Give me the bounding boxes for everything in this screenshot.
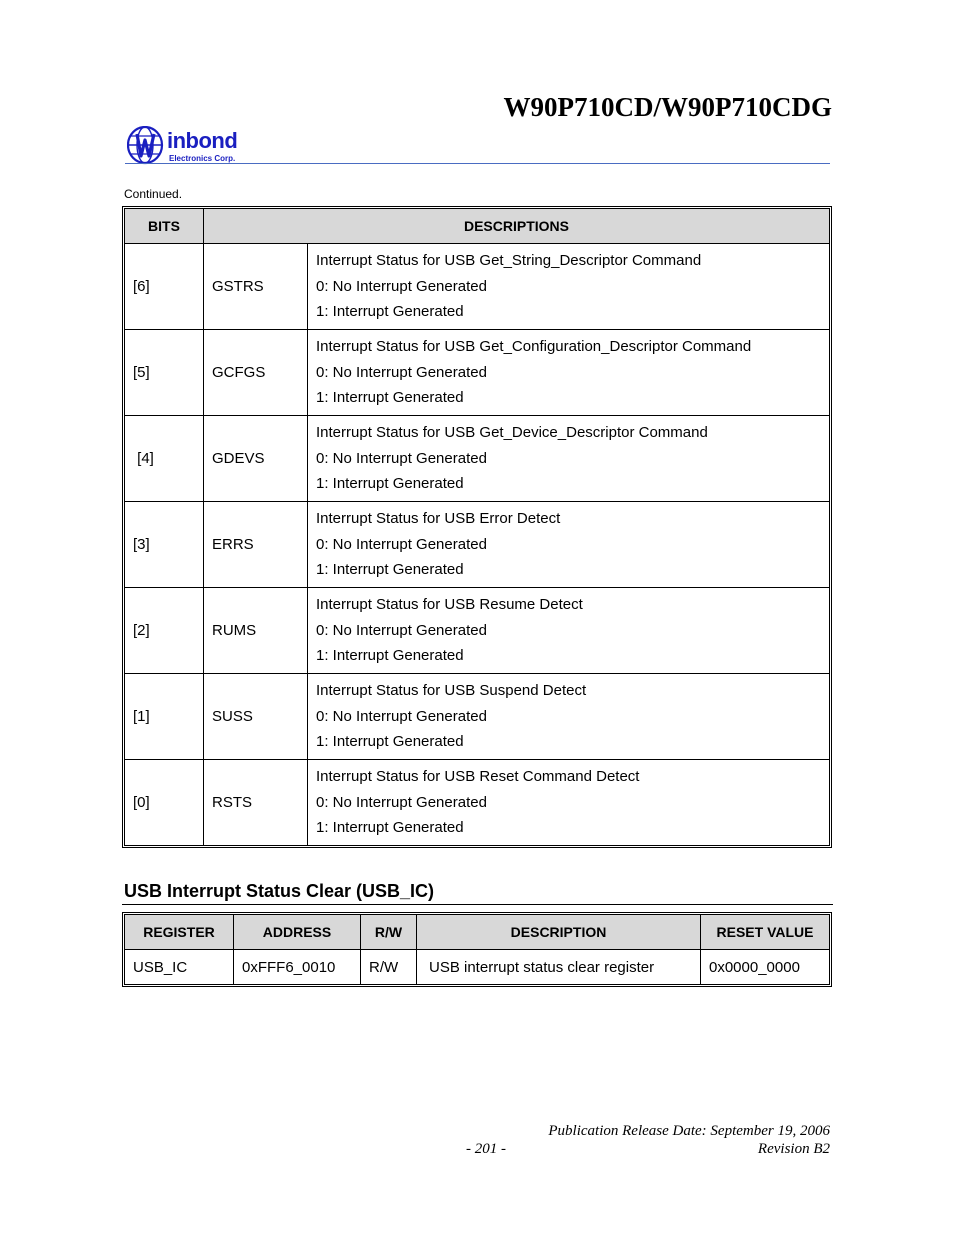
table-header-row: [125, 915, 829, 950]
section-rule: [122, 904, 833, 905]
description-cell: USB interrupt status clear register: [417, 950, 701, 984]
field-name-cell: GCFGS: [204, 330, 308, 416]
register-table: [122, 912, 832, 987]
field-name-cell: GSTRS: [204, 244, 308, 330]
table-header-row: [125, 209, 829, 244]
description-cell: [308, 760, 829, 845]
address-cell: 0xFFF6_0010: [234, 950, 361, 984]
description-cell: [308, 416, 829, 502]
bits-cell: [3]: [125, 502, 204, 588]
description-cell: [308, 502, 829, 588]
rw-cell: R/W: [361, 950, 417, 984]
reset-value-cell: 0x0000_0000: [709, 958, 800, 976]
table-row: [125, 674, 829, 760]
header-description: DESCRIPTION: [417, 915, 701, 950]
table-row: [125, 330, 829, 416]
bits-cell: [1]: [125, 674, 204, 760]
register-cell: USB_IC: [125, 950, 234, 984]
winbond-globe-logo-icon: [127, 126, 165, 166]
description-cell: [308, 674, 829, 760]
logo-subtitle: Electronics Corp.: [169, 154, 236, 163]
section-heading: USB Interrupt Status Clear (USB_IC): [124, 881, 435, 901]
field-name-cell: RUMS: [204, 588, 308, 674]
document-title: W90P710CD/W90P710CDG: [503, 92, 832, 122]
bits-cell: [5]: [125, 330, 204, 416]
table-row: [125, 950, 829, 984]
header-reset-value: RESET VALUE: [701, 915, 829, 950]
header-bits: BITS: [125, 209, 204, 244]
continued-note: Continued.: [124, 187, 183, 201]
description-line: 0: No Interrupt Generated: [316, 535, 487, 553]
description-line: 0: No Interrupt Generated: [316, 449, 487, 467]
description-line: 1: Interrupt Generated: [316, 389, 464, 407]
description-line: Interrupt Status for USB Get_Device_Descriptor Command: [316, 424, 708, 442]
bits-cell: [0]: [125, 760, 204, 845]
description-line: Interrupt Status for USB Get_String_Descriptor Command: [316, 252, 702, 270]
bits-cell: [6]: [125, 244, 204, 330]
header-descriptions: DESCRIPTIONS: [204, 209, 829, 244]
field-name-cell: ERRS: [204, 502, 308, 588]
description-line: 0: No Interrupt Generated: [316, 793, 487, 811]
description-line: 1: Interrupt Generated: [316, 303, 464, 321]
description-line: 1: Interrupt Generated: [316, 647, 464, 665]
header-register: REGISTER: [125, 915, 234, 950]
table-row: [125, 760, 829, 845]
description-line: Interrupt Status for USB Resume Detect: [316, 596, 583, 614]
description-line: Interrupt Status for USB Reset Command Detect: [316, 768, 640, 786]
description-cell: [308, 588, 829, 674]
field-name-cell: RSTS: [204, 760, 308, 845]
field-name-cell: GDEVS: [204, 416, 308, 502]
table-row: [125, 588, 829, 674]
description-line: 0: No Interrupt Generated: [316, 621, 487, 639]
page-number: - 201 -: [466, 1141, 506, 1157]
header-address: ADDRESS: [234, 915, 361, 950]
field-name-cell: SUSS: [204, 674, 308, 760]
description-line: 1: Interrupt Generated: [316, 475, 464, 493]
description-line: Interrupt Status for USB Error Detect: [316, 510, 561, 528]
description-line: 1: Interrupt Generated: [316, 819, 464, 837]
header-rw: R/W: [361, 915, 417, 950]
description-line: Interrupt Status for USB Get_Configuration_Descriptor Command: [316, 338, 752, 356]
publication-date: Publication Release Date: September 19, 2006: [548, 1123, 830, 1139]
description-line: 0: No Interrupt Generated: [316, 277, 487, 295]
table-row: [125, 502, 829, 588]
description-line: Interrupt Status for USB Suspend Detect: [316, 682, 587, 700]
description-cell: [308, 244, 829, 330]
revision: Revision B2: [757, 1141, 830, 1157]
bits-descriptions-table: [122, 206, 832, 848]
description-line: 0: No Interrupt Generated: [316, 707, 487, 725]
description-line: 1: Interrupt Generated: [316, 561, 464, 579]
description-line: 1: Interrupt Generated: [316, 733, 464, 751]
winbond-logo: [127, 126, 257, 166]
table-row: [125, 416, 829, 502]
header-rule: [125, 163, 830, 164]
bits-cell: [2]: [125, 588, 204, 674]
description-line: 0: No Interrupt Generated: [316, 363, 487, 381]
description-cell: [308, 330, 829, 416]
bits-cell: [4]: [125, 416, 204, 502]
logo-word: inbond: [167, 128, 238, 153]
table-row: [125, 244, 829, 330]
